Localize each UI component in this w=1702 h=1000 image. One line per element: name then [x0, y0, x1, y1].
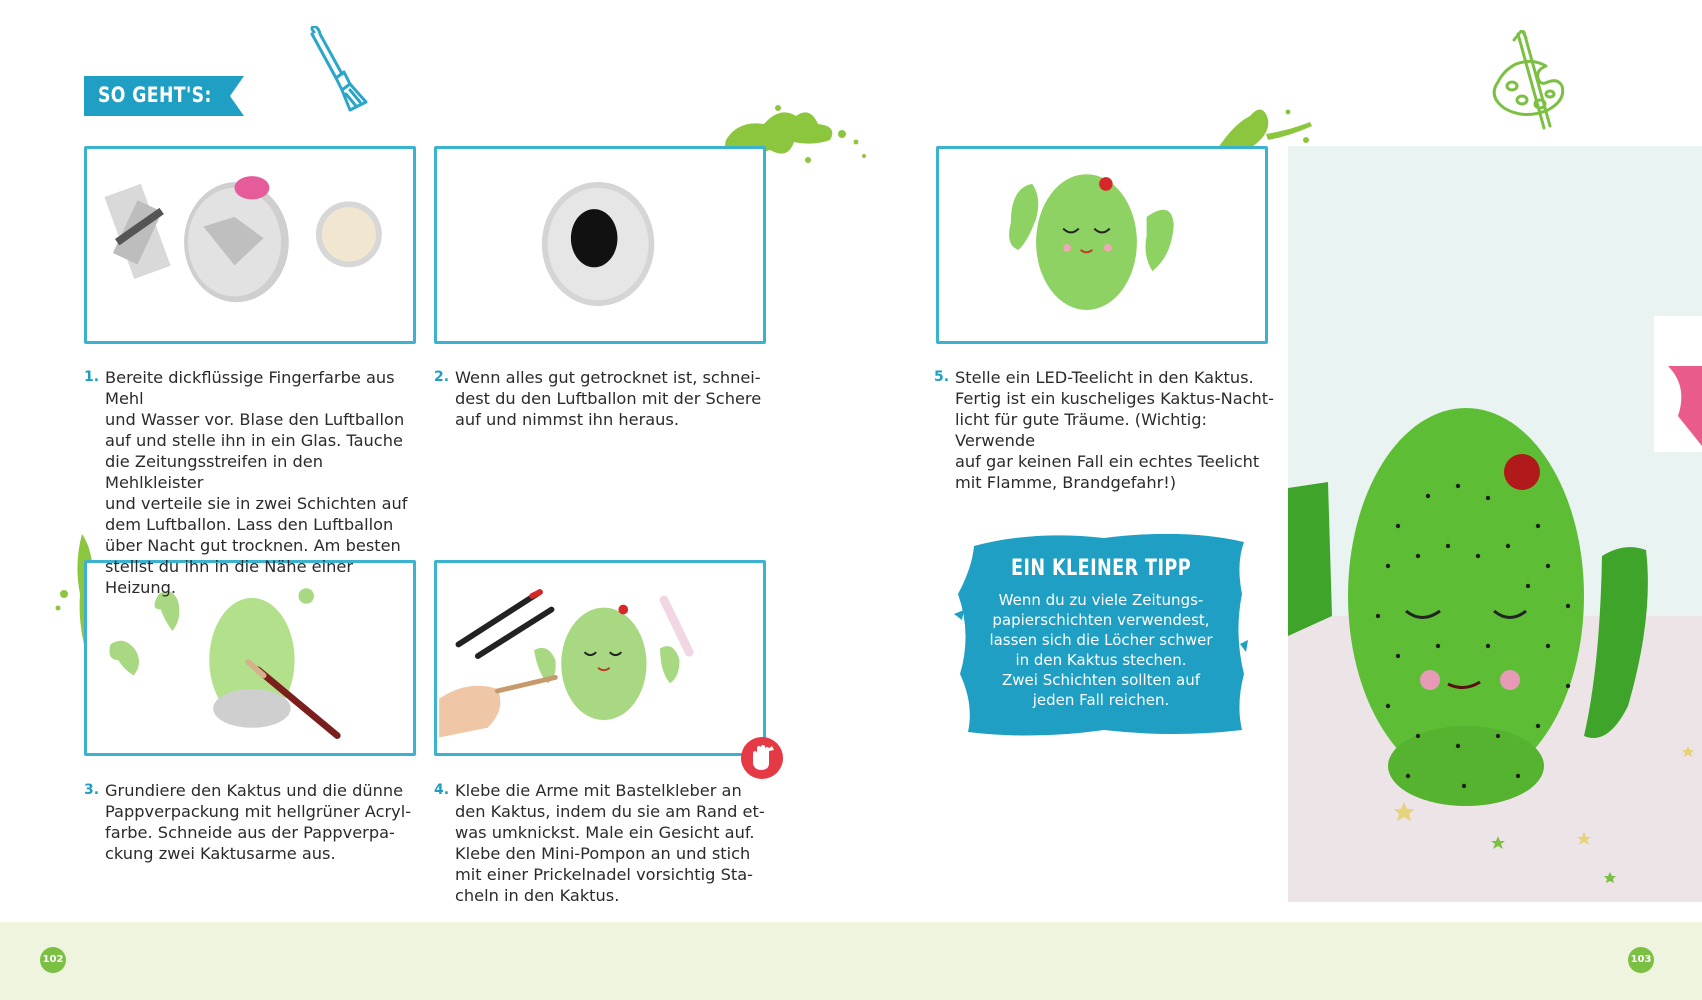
result-photo — [1288, 146, 1702, 902]
banner-title: SO GEHT'S: — [98, 83, 212, 107]
step-1-illustration — [87, 149, 413, 341]
page-number-right: 103 — [1628, 947, 1654, 973]
step-4-text: Klebe die Arme mit Bastelkleber an den Kaktus, indem du sie am Rand et- was umknickst. Male ein Gesicht auf. Klebe den Mini-Pompon an und stich mit einer Prickelnadel vorsichtig Sta- cheln in den Kaktus. — [455, 781, 765, 905]
hand-badge-icon — [740, 736, 784, 780]
step-2-text: Wenn alles gut getrocknet ist, schnei- dest du den Luftballon mit der Schere auf und nimmst ihn heraus. — [455, 368, 762, 429]
step-2 — [434, 367, 774, 437]
step-2-illustration — [437, 149, 763, 341]
step-3 — [84, 780, 424, 870]
step-1-photo — [84, 146, 416, 344]
step-5-illustration — [939, 149, 1265, 341]
step-3-number: 3. — [84, 782, 100, 798]
result-photo-illustration — [1288, 146, 1702, 902]
step-5-photo — [936, 146, 1268, 344]
step-4-illustration — [437, 563, 763, 753]
step-1-number: 1. — [84, 369, 100, 385]
step-4 — [434, 780, 774, 910]
tip-box — [954, 524, 1248, 742]
step-4-number: 4. — [434, 782, 450, 798]
step-1 — [84, 367, 424, 597]
step-5-text: Stelle ein LED-Teelicht in den Kaktus. Fertig ist ein kuscheliges Kaktus-Nacht- licht für gute Träume. (Wichtig: Verwende auf gar keinen Fall ein echtes Teelicht mit Flamme, Brandgefahr!) — [955, 368, 1274, 492]
bottom-texture-band — [0, 922, 1702, 1000]
palette-icon — [1478, 30, 1578, 140]
step-2-number: 2. — [434, 369, 450, 385]
step-1-text: Bereite dickflüssige Fingerfarbe aus Mehl und Wasser vor. Blase den Luftballon auf und stelle ihn in ein Glas. Tauche die Zeitungsstreifen in den Mehlkleister und verteile sie in zwei Schichten auf dem Luftballon. Lass den Luftballon über Nacht gut trocknen. Am besten stellst du ihn in die Nähe einer Heizung. — [105, 368, 408, 597]
step-3-text: Grundiere den Kaktus und die dünne Pappverpackung mit hellgrüner Acryl- farbe. Schneide aus der Pappverpa- ckung zwei Kaktusarme aus. — [105, 781, 412, 863]
page-number-left: 102 — [40, 947, 66, 973]
paintbrush-icon — [306, 26, 384, 116]
tip-title: EIN KLEINER TIPP — [1010, 556, 1192, 581]
step-4-photo — [434, 560, 766, 756]
section-banner — [84, 76, 244, 116]
tip-text: Wenn du zu viele Zeitungs- papierschichten verwendest, lassen sich die Löcher schwer in den Kaktus stechen. Zwei Schichten sollten auf jeden Fall reichen. — [989, 591, 1213, 709]
step-2-photo — [434, 146, 766, 344]
step-5-number: 5. — [934, 369, 950, 385]
step-5 — [934, 367, 1284, 492]
